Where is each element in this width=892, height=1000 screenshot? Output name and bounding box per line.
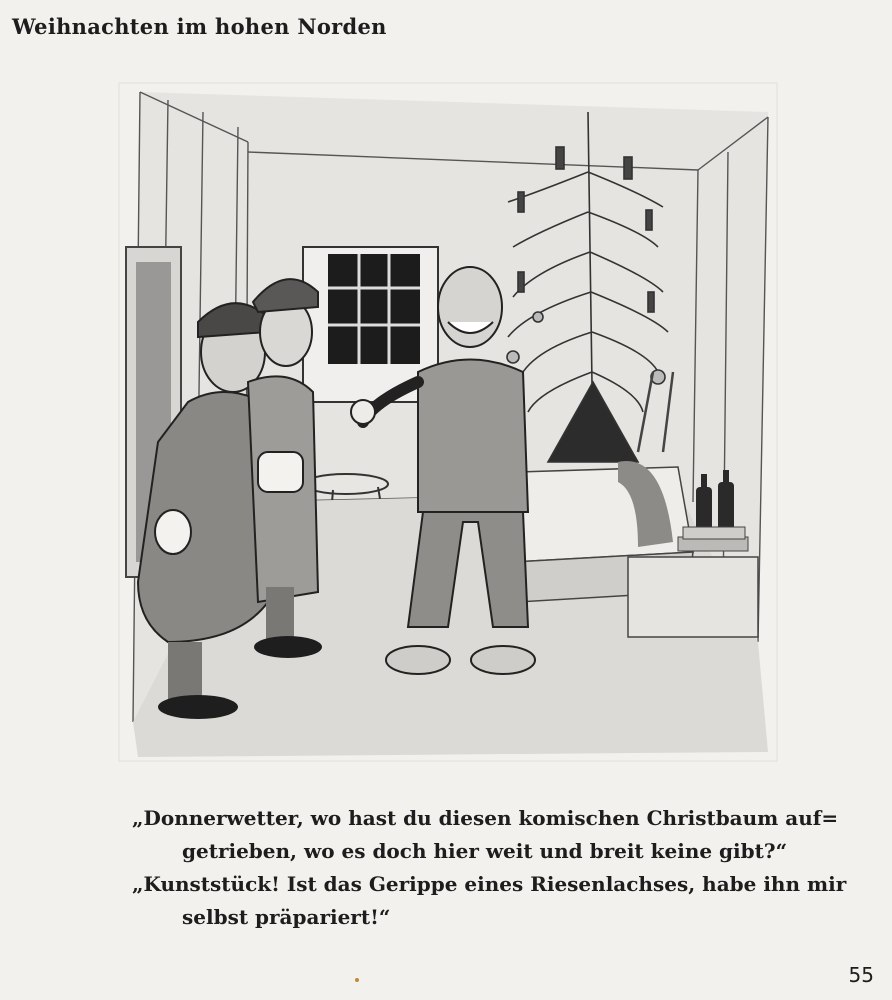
cartoon-illustration: [118, 82, 778, 762]
caption-line: getrieben, wo es doch hier weit und breit keine gibt?“: [182, 839, 788, 863]
running-header: Weihnachten im hohen Norden: [12, 14, 387, 39]
caption-line: „Donnerwetter, wo hast du diesen komischen Christbaum auf=: [132, 806, 839, 830]
ink-speck: [355, 978, 359, 982]
caption-line: „Kunststück! Ist das Gerippe eines Riesenlachses, habe ihn mir: [132, 872, 847, 896]
caption-line: selbst präpariert!“: [182, 905, 391, 929]
cartoon-caption: [132, 802, 847, 934]
page-number: 55: [848, 963, 874, 987]
